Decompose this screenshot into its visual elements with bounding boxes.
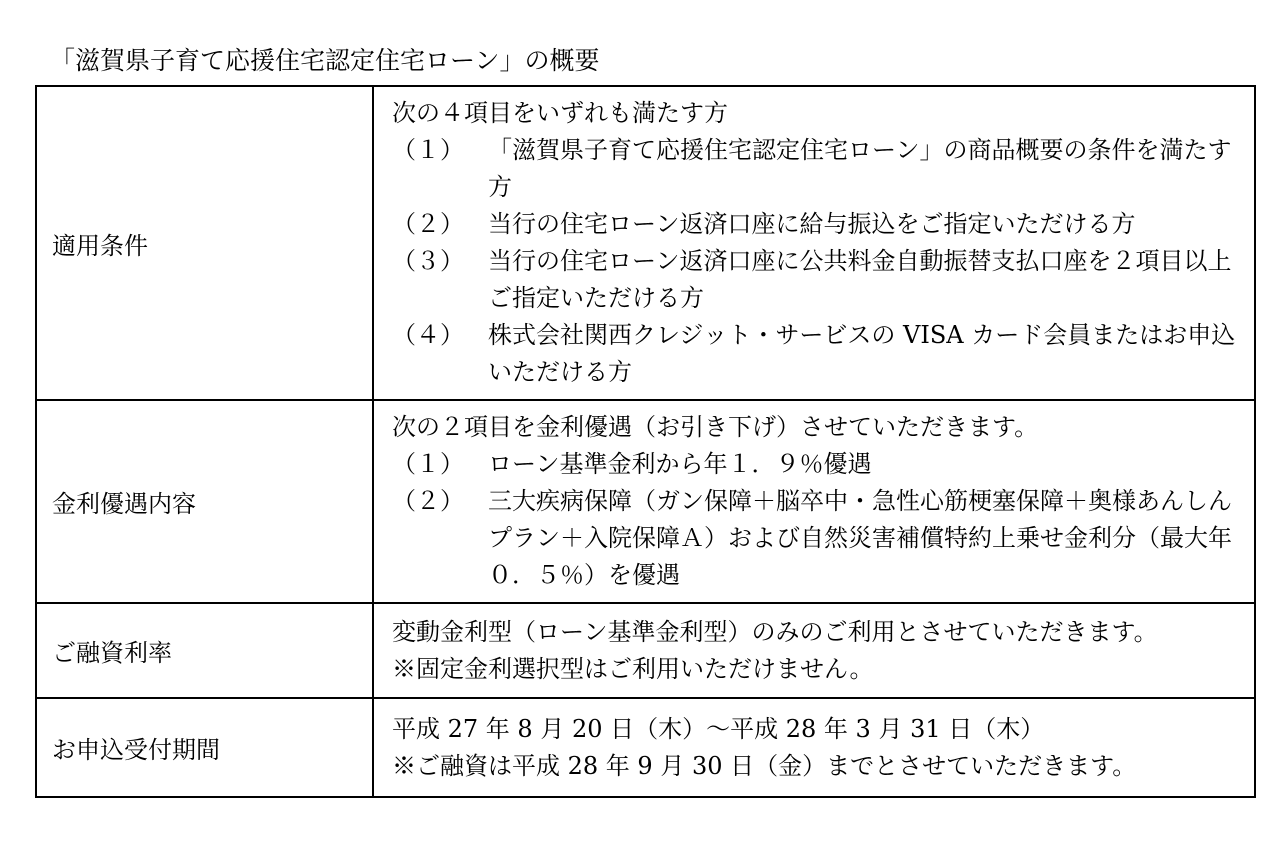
item-text: ローン基準金利から年１．９％優遇 xyxy=(488,450,872,478)
row-label: 適用条件 xyxy=(36,86,373,400)
document-title: 「滋賀県子育て応援住宅認定住宅ローン」の概要 xyxy=(50,46,600,75)
item-text: 当行の住宅ローン返済口座に給与振込をご指定いただける方 xyxy=(488,210,1136,238)
item-number: （１） xyxy=(392,450,464,478)
row-content xyxy=(373,400,1255,603)
row-content xyxy=(373,86,1255,400)
item-number: （２） xyxy=(392,210,464,238)
list-item xyxy=(392,317,1244,391)
row-content xyxy=(373,603,1255,698)
content-line: ※ご融資は平成 28 年 9 月 30 日（金）までとさせていただきます。 xyxy=(392,751,1137,780)
table-row-application-period xyxy=(36,698,1255,797)
list-item xyxy=(392,132,1244,206)
lead-text: 次の２項目を金利優遇（お引き下げ）させていただきます。 xyxy=(392,413,1039,441)
row-label: お申込受付期間 xyxy=(36,698,373,797)
content-line: ※固定金利選択型はご利用いただけません。 xyxy=(392,654,874,683)
item-number: （４） xyxy=(392,321,464,349)
content-line: 変動金利型（ローン基準金利型）のみのご利用とさせていただきます。 xyxy=(392,617,1158,646)
overview-table xyxy=(35,85,1256,798)
item-text: 「滋賀県子育て応援住宅認定住宅ローン」の商品概要の条件を満たす方 xyxy=(488,136,1232,201)
item-number: （２） xyxy=(392,487,464,515)
item-number: （１） xyxy=(392,136,464,164)
list-item xyxy=(392,483,1244,594)
content-line: 平成 27 年 8 月 20 日（木）〜平成 28 年 3 月 31 日（木） xyxy=(392,714,1045,743)
item-text: 当行の住宅ローン返済口座に公共料金自動振替支払口座を２項目以上ご指定いただける方 xyxy=(488,247,1232,312)
item-number: （３） xyxy=(392,247,464,275)
lead-text: 次の４項目をいずれも満たす方 xyxy=(392,99,728,127)
list-item xyxy=(392,446,1244,483)
item-text: 株式会社関西クレジット・サービスの VISA カード会員またはお申込いただける方 xyxy=(488,321,1236,386)
row-label: ご融資利率 xyxy=(36,603,373,698)
item-text: 三大疾病保障（ガン保障＋脳卒中・急性心筋梗塞保障＋奥様あんしんプラン＋入院保障Ａ）および自然災害補償特約上乗せ金利分（最大年０．５％）を優遇 xyxy=(488,487,1232,589)
table-row-interest-rate xyxy=(36,603,1255,698)
table-row-rate-discount xyxy=(36,400,1255,603)
list-item xyxy=(392,243,1244,317)
row-content xyxy=(373,698,1255,797)
table-row-eligibility xyxy=(36,86,1255,400)
row-label: 金利優遇内容 xyxy=(36,400,373,603)
list-item xyxy=(392,206,1244,243)
